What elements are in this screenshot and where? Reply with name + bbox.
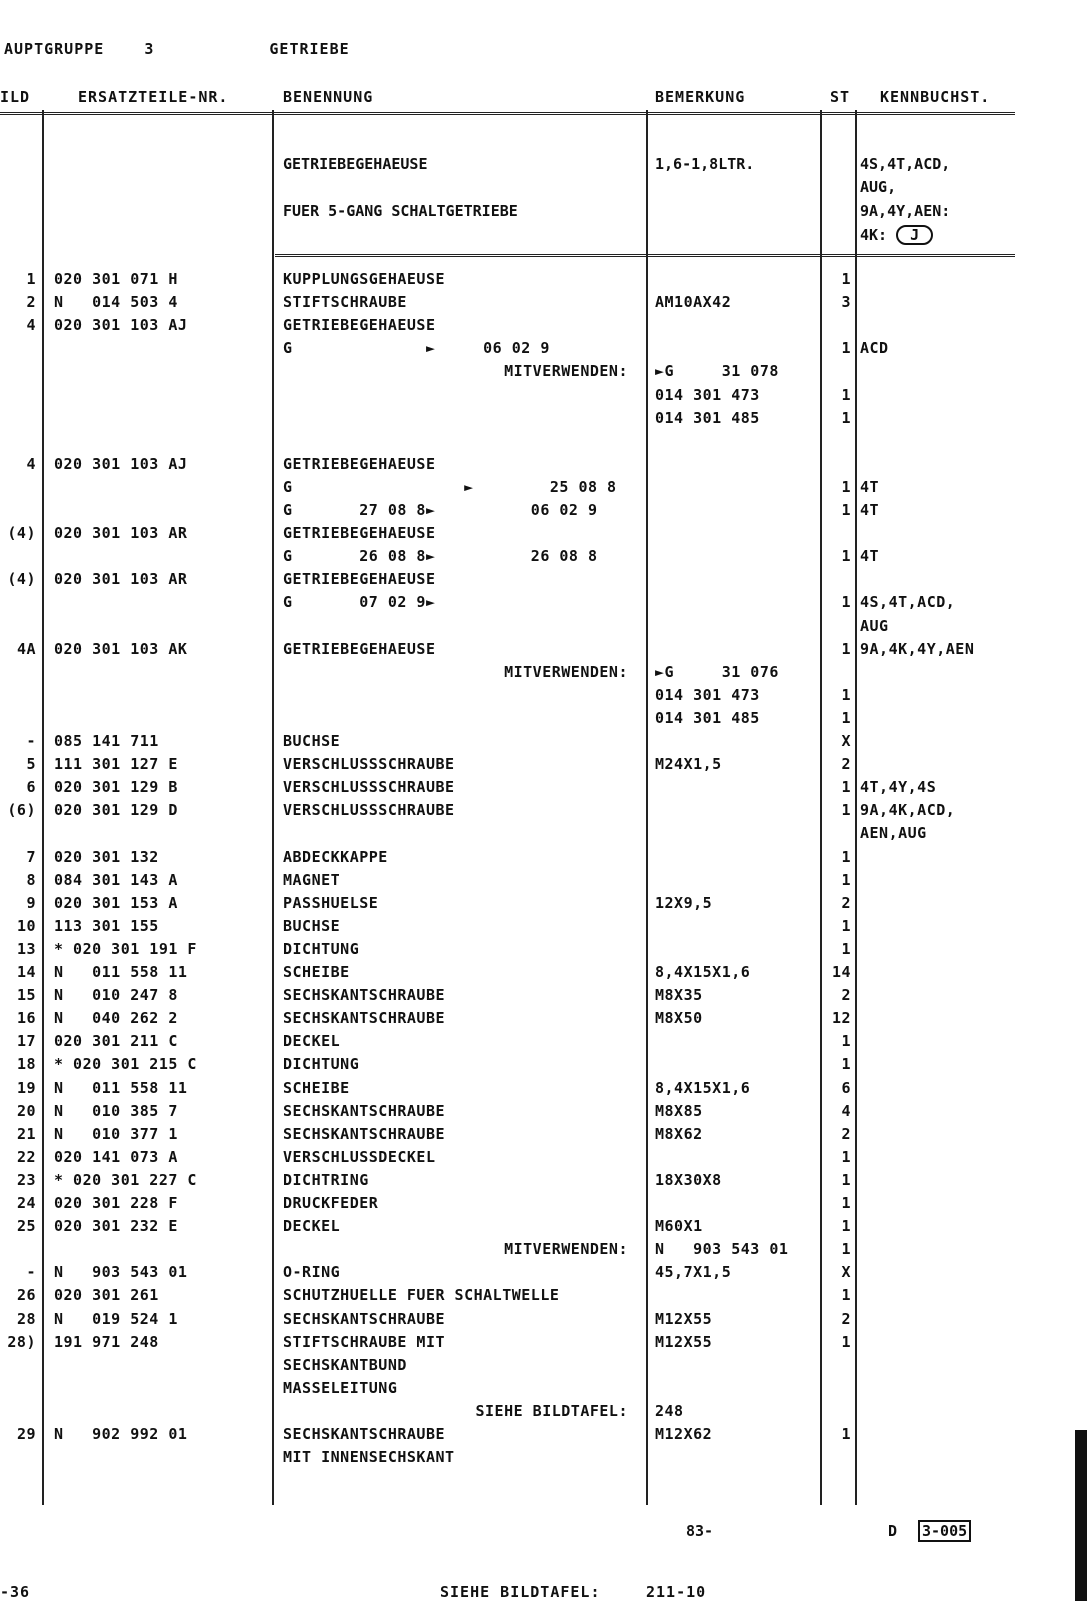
cell-stueck: 1	[841, 1147, 851, 1166]
cell-bild: 25	[16, 1217, 36, 1236]
table-row	[0, 1055, 1087, 1078]
cell-part-number: 020 301 228 F	[54, 1194, 178, 1212]
cell-bild: 28)	[7, 1332, 36, 1351]
table-row	[0, 940, 1087, 963]
cell-benennung-note: SIEHE BILDTAFEL:	[475, 1401, 628, 1420]
cell-bild: 19	[16, 1078, 36, 1097]
cell-stueck: 1	[841, 939, 851, 958]
cell-bild: 13	[16, 939, 36, 958]
cell-bemerkung: 8,4X15X1,6	[655, 963, 751, 981]
col-benennung: BENENNUNG	[283, 88, 374, 106]
cell-benennung: G ► 25 08 8	[283, 477, 617, 496]
cell-part-number: 020 301 071 H	[54, 270, 178, 288]
table-row	[0, 709, 1087, 732]
table-row	[0, 894, 1087, 917]
cell-part-number: * 020 301 215 C	[54, 1055, 197, 1074]
cell-bild: 21	[16, 1124, 36, 1143]
table-row	[0, 339, 1087, 362]
cell-benennung: G ► 06 02 9	[283, 339, 550, 358]
cell-part-number: 111 301 127 E	[54, 755, 178, 774]
cell-benennung: G 26 08 8► 26 08 8	[283, 547, 598, 566]
table-row	[0, 801, 1087, 824]
cell-benennung: SCHEIBE	[283, 1078, 350, 1097]
cell-part-number: 191 971 248	[54, 1332, 159, 1351]
cell-part-number: N 014 503 4	[54, 293, 178, 312]
cell-part-number: 020 141 073 A	[54, 1147, 178, 1166]
group-title: GETRIEBEGEHAEUSE	[283, 155, 428, 173]
cell-stueck: 1	[841, 778, 851, 797]
table-row	[0, 270, 1087, 293]
cell-bemerkung: M12X62	[655, 1425, 713, 1443]
cell-benennung: DECKEL	[283, 1032, 341, 1051]
cell-benennung: VERSCHLUSSSCHRAUBE	[283, 755, 455, 774]
cell-stueck: 1	[841, 708, 851, 727]
table-row	[0, 1217, 1087, 1240]
cell-bild: 2	[26, 293, 36, 312]
cell-benennung: MASSELEITUNG	[283, 1378, 398, 1397]
cell-stueck: 1	[841, 1055, 851, 1074]
cell-benennung: BUCHSE	[283, 732, 341, 750]
cell-stueck: 1	[841, 1170, 851, 1189]
page-footer	[0, 1520, 1087, 1550]
cell-part-number: 020 301 103 AR	[54, 570, 188, 589]
cell-bild: 15	[16, 986, 36, 1005]
cell-stueck: 1	[841, 685, 851, 704]
cell-stueck: 1	[841, 1425, 851, 1443]
cell-stueck: 1	[841, 547, 851, 566]
table-row	[0, 1240, 1087, 1263]
cell-bild: 4	[26, 454, 36, 473]
cell-benennung: VERSCHLUSSDECKEL	[283, 1147, 436, 1166]
column-headers	[0, 88, 1087, 108]
table-row	[0, 1333, 1087, 1356]
table-row	[0, 316, 1087, 339]
table-row	[0, 963, 1087, 986]
table-row	[0, 755, 1087, 778]
cell-bild: 14	[16, 963, 36, 981]
cell-kennbuchst: 4T	[860, 477, 880, 496]
col-kennbuchst: KENNBUCHST.	[880, 88, 991, 106]
table-row	[0, 432, 1087, 455]
table-row	[0, 663, 1087, 686]
group-kb-line-text: 4K:	[860, 226, 888, 244]
bottom-left-ref: -36	[0, 1583, 31, 1601]
cell-benennung: MIT INNENSECHSKANT	[283, 1448, 455, 1467]
cell-part-number: 020 301 129 D	[54, 801, 178, 820]
table-row	[0, 871, 1087, 894]
cell-stueck: 1	[841, 801, 851, 820]
cell-benennung-note: MITVERWENDEN:	[504, 662, 628, 681]
table-row	[0, 409, 1087, 432]
cell-bemerkung: M60X1	[655, 1217, 703, 1236]
cell-bemerkung: M8X62	[655, 1124, 703, 1143]
cell-part-number: N 040 262 2	[54, 1009, 178, 1028]
cell-bild: 29	[16, 1425, 36, 1443]
cell-bild: 8	[26, 870, 36, 889]
table-row	[0, 1148, 1087, 1171]
cell-part-number: 020 301 103 AJ	[54, 454, 188, 473]
cell-bemerkung: 014 301 473	[655, 385, 760, 404]
cell-benennung: GETRIEBEGEHAEUSE	[283, 570, 436, 589]
cell-stueck: 1	[841, 1194, 851, 1212]
cell-part-number: 020 301 103 AR	[54, 524, 188, 543]
cell-bild: -	[26, 732, 36, 750]
cell-bemerkung: N 903 543 01	[655, 1240, 789, 1259]
cell-benennung: GETRIEBEGEHAEUSE	[283, 454, 436, 473]
cell-benennung: SECHSKANTBUND	[283, 1355, 407, 1374]
table-row	[0, 547, 1087, 570]
cell-benennung: BUCHSE	[283, 916, 341, 935]
cell-part-number: 020 301 232 E	[54, 1217, 178, 1236]
table-row	[0, 617, 1087, 640]
col-bemerkung: BEMERKUNG	[655, 88, 746, 106]
table-row	[0, 917, 1087, 940]
cell-stueck: 1	[841, 477, 851, 496]
cell-benennung: MAGNET	[283, 870, 341, 889]
cell-bild: -	[26, 1263, 36, 1282]
cell-bild: 9	[26, 893, 36, 912]
cell-benennung: SCHUTZHUELLE FUER SCHALTWELLE	[283, 1286, 560, 1305]
table-row	[0, 1102, 1087, 1125]
cell-stueck: 2	[841, 893, 851, 912]
group-number: 3	[144, 40, 155, 58]
cell-bemerkung: M8X50	[655, 1009, 703, 1028]
cell-part-number: 020 301 103 AK	[54, 639, 188, 658]
cell-kennbuchst: 4S,4T,ACD,	[860, 593, 956, 612]
table-row	[0, 1286, 1087, 1309]
cell-benennung: SECHSKANTSCHRAUBE	[283, 1101, 446, 1120]
group-bemerkung: 1,6-1,8LTR.	[655, 155, 755, 173]
cell-benennung: G 27 08 8► 06 02 9	[283, 501, 598, 519]
table-row	[0, 848, 1087, 871]
cell-bild: 26	[16, 1286, 36, 1305]
table-row	[0, 478, 1087, 501]
table-row	[0, 686, 1087, 709]
cell-stueck: 1	[841, 408, 851, 427]
cell-part-number: 020 301 211 C	[54, 1032, 178, 1051]
cell-stueck: 1	[841, 339, 851, 358]
cell-benennung: G 07 02 9►	[283, 593, 436, 612]
cell-benennung: GETRIEBEGEHAEUSE	[283, 639, 436, 658]
cell-benennung: SECHSKANTSCHRAUBE	[283, 1309, 446, 1328]
table-row	[0, 1171, 1087, 1194]
table-row	[0, 362, 1087, 385]
cell-bemerkung: M8X85	[655, 1101, 703, 1120]
bottom-value: 211-10	[646, 1583, 707, 1601]
cell-stueck: 4	[841, 1101, 851, 1120]
cell-bild: 23	[16, 1170, 36, 1189]
group-subtitle: FUER 5-GANG SCHALTGETRIEBE	[283, 202, 518, 220]
cell-stueck: X	[841, 1263, 851, 1282]
cell-part-number: N 011 558 11	[54, 1078, 188, 1097]
cell-stueck: 1	[841, 1217, 851, 1236]
cell-stueck: 14	[831, 963, 851, 981]
cell-bild: 20	[16, 1101, 36, 1120]
circled-letter-badge: J	[896, 225, 933, 245]
cell-stueck: 2	[841, 755, 851, 774]
cell-part-number: N 019 524 1	[54, 1309, 178, 1328]
cell-bemerkung: M8X35	[655, 986, 703, 1005]
cell-benennung-note: MITVERWENDEN:	[504, 1240, 628, 1259]
cell-benennung: SECHSKANTSCHRAUBE	[283, 1009, 446, 1028]
cell-stueck: 1	[841, 501, 851, 519]
table-row	[0, 986, 1087, 1009]
cell-part-number: * 020 301 227 C	[54, 1170, 197, 1189]
table-row	[0, 1448, 1087, 1471]
cell-stueck: 1	[841, 639, 851, 658]
cell-stueck: 1	[841, 270, 851, 288]
cell-stueck: X	[841, 732, 851, 750]
cell-stueck: 2	[841, 1124, 851, 1143]
cell-stueck: 1	[841, 1286, 851, 1305]
cell-bemerkung: M12X55	[655, 1332, 713, 1351]
cell-part-number: N 010 377 1	[54, 1124, 178, 1143]
cell-bemerkung: 248	[655, 1401, 684, 1420]
cell-bemerkung: 18X30X8	[655, 1170, 722, 1189]
cell-bild: 28	[16, 1309, 36, 1328]
cell-benennung: SECHSKANTSCHRAUBE	[283, 1425, 446, 1443]
table-row	[0, 824, 1087, 847]
group-label: AUPTGRUPPE	[4, 40, 105, 58]
cell-part-number: 020 301 261	[54, 1286, 159, 1305]
cell-benennung: DECKEL	[283, 1217, 341, 1236]
cell-bild: 4	[26, 316, 36, 335]
cell-bild: 24	[16, 1194, 36, 1212]
table-row	[0, 570, 1087, 593]
cell-benennung: DRUCKFEDER	[283, 1194, 379, 1212]
table-row	[0, 1009, 1087, 1032]
table-row	[0, 1310, 1087, 1333]
cell-bemerkung: 014 301 485	[655, 408, 760, 427]
table-row	[0, 1032, 1087, 1055]
cell-kennbuchst: 9A,4K,ACD,	[860, 801, 956, 820]
cell-bild: 18	[16, 1055, 36, 1074]
group-divider	[275, 254, 1015, 257]
cell-bild: 5	[26, 755, 36, 774]
table-row	[0, 1194, 1087, 1217]
cell-benennung: PASSHUELSE	[283, 893, 379, 912]
cell-part-number: 085 141 711	[54, 732, 159, 750]
cell-bemerkung: 014 301 485	[655, 708, 760, 727]
bottom-label: SIEHE BILDTAFEL:	[440, 1583, 601, 1601]
col-st: ST	[830, 88, 851, 106]
cell-stueck: 3	[841, 293, 851, 312]
col-nr: ERSATZTEILE-NR.	[78, 88, 229, 106]
cell-kennbuchst: 4T,4Y,4S	[860, 778, 937, 797]
table-row	[0, 1356, 1087, 1379]
cell-stueck: 1	[841, 593, 851, 612]
cell-stueck: 6	[841, 1078, 851, 1097]
cell-benennung: GETRIEBEGEHAEUSE	[283, 524, 436, 543]
cell-stueck: 2	[841, 1309, 851, 1328]
cell-benennung: SECHSKANTSCHRAUBE	[283, 1124, 446, 1143]
group-kb-line: 9A,4Y,AEN:	[860, 202, 951, 220]
table-row	[0, 778, 1087, 801]
table-row	[0, 593, 1087, 616]
cell-part-number: N 010 247 8	[54, 986, 178, 1005]
cell-stueck: 1	[841, 916, 851, 935]
table-row	[0, 293, 1087, 316]
cell-part-number: N 903 543 01	[54, 1263, 188, 1282]
cell-part-number: 020 301 153 A	[54, 893, 178, 912]
cell-part-number: 020 301 129 B	[54, 778, 178, 797]
cell-bild: 16	[16, 1009, 36, 1028]
cell-part-number: N 010 385 7	[54, 1101, 178, 1120]
cell-part-number: 020 301 103 AJ	[54, 316, 188, 335]
page-code-box: 3-005	[918, 1520, 971, 1542]
cell-bild: 4A	[16, 639, 36, 658]
cell-kennbuchst: AUG	[860, 616, 889, 635]
cell-bild: 1	[26, 270, 36, 288]
next-page-strip	[0, 1583, 1087, 1603]
cell-bemerkung: M12X55	[655, 1309, 713, 1328]
scan-edge-shadow	[1075, 1430, 1087, 1601]
cell-stueck: 1	[841, 1032, 851, 1051]
cell-bild: (4)	[7, 570, 36, 589]
cell-bild: (6)	[7, 801, 36, 820]
cell-bild: 17	[16, 1032, 36, 1051]
table-row	[0, 386, 1087, 409]
cell-part-number: 113 301 155	[54, 916, 159, 935]
table-row	[0, 1379, 1087, 1402]
page-number: 83-	[686, 1522, 714, 1540]
cell-benennung: STIFTSCHRAUBE	[283, 293, 407, 312]
group-name: GETRIEBE	[269, 40, 350, 58]
table-row	[0, 1125, 1087, 1148]
cell-part-number: N 011 558 11	[54, 963, 188, 981]
cell-kennbuchst: 4T	[860, 547, 880, 566]
cell-benennung: GETRIEBEGEHAEUSE	[283, 316, 436, 335]
cell-stueck: 12	[831, 1009, 851, 1028]
cell-benennung: SECHSKANTSCHRAUBE	[283, 986, 446, 1005]
cell-bild: 10	[16, 916, 36, 935]
cell-benennung: DICHTUNG	[283, 939, 360, 958]
cell-bild: 22	[16, 1147, 36, 1166]
cell-bemerkung: 12X9,5	[655, 893, 713, 912]
table-row	[0, 1402, 1087, 1425]
table-row	[0, 501, 1087, 524]
cell-kennbuchst: ACD	[860, 339, 889, 358]
table-row	[0, 1425, 1087, 1448]
table-row	[0, 524, 1087, 547]
cell-stueck: 1	[841, 870, 851, 889]
cell-bild: 7	[26, 847, 36, 866]
cell-benennung: SCHEIBE	[283, 963, 350, 981]
cell-stueck: 2	[841, 986, 851, 1005]
table-row	[0, 1079, 1087, 1102]
cell-part-number: * 020 301 191 F	[54, 939, 197, 958]
cell-benennung: DICHTUNG	[283, 1055, 360, 1074]
cell-kennbuchst: 9A,4K,4Y,AEN	[860, 639, 975, 658]
cell-bemerkung: M24X1,5	[655, 755, 722, 774]
cell-benennung: DICHTRING	[283, 1170, 369, 1189]
cell-kennbuchst: 4T	[860, 501, 880, 519]
cell-bemerkung: ►G 31 076	[655, 662, 779, 681]
cell-benennung: VERSCHLUSSSCHRAUBE	[283, 801, 455, 820]
table-row	[0, 640, 1087, 663]
table-row	[0, 455, 1087, 478]
cell-benennung: ABDECKKAPPE	[283, 847, 388, 866]
cell-stueck: 1	[841, 1240, 851, 1259]
page-prefix: D	[888, 1522, 898, 1540]
group-kb-line: AUG,	[860, 178, 897, 196]
group-kb-line	[860, 225, 933, 245]
cell-bemerkung: 45,7X1,5	[655, 1263, 732, 1282]
cell-bemerkung: AM10AX42	[655, 293, 732, 312]
cell-benennung: KUPPLUNGSGEHAEUSE	[283, 270, 446, 288]
cell-part-number: N 902 992 01	[54, 1425, 188, 1443]
cell-bemerkung: 8,4X15X1,6	[655, 1078, 751, 1097]
cell-benennung: STIFTSCHRAUBE MIT	[283, 1332, 446, 1351]
cell-benennung-note: MITVERWENDEN:	[504, 362, 628, 381]
section-header	[4, 40, 350, 58]
col-bild: ILD	[0, 88, 31, 106]
cell-stueck: 1	[841, 847, 851, 866]
cell-bild: 6	[26, 778, 36, 797]
cell-benennung: VERSCHLUSSSCHRAUBE	[283, 778, 455, 797]
cell-part-number: 084 301 143 A	[54, 870, 178, 889]
group-kb-line: 4S,4T,ACD,	[860, 155, 951, 173]
cell-benennung: O-RING	[283, 1263, 341, 1282]
cell-part-number: 020 301 132	[54, 847, 159, 866]
cell-bemerkung: ►G 31 078	[655, 362, 779, 381]
cell-bild: (4)	[7, 524, 36, 543]
cell-stueck: 1	[841, 1332, 851, 1351]
table-row	[0, 732, 1087, 755]
table-row	[0, 1263, 1087, 1286]
cell-bemerkung: 014 301 473	[655, 685, 760, 704]
cell-kennbuchst: AEN,AUG	[860, 824, 927, 843]
header-divider	[0, 112, 1015, 115]
cell-stueck: 1	[841, 385, 851, 404]
